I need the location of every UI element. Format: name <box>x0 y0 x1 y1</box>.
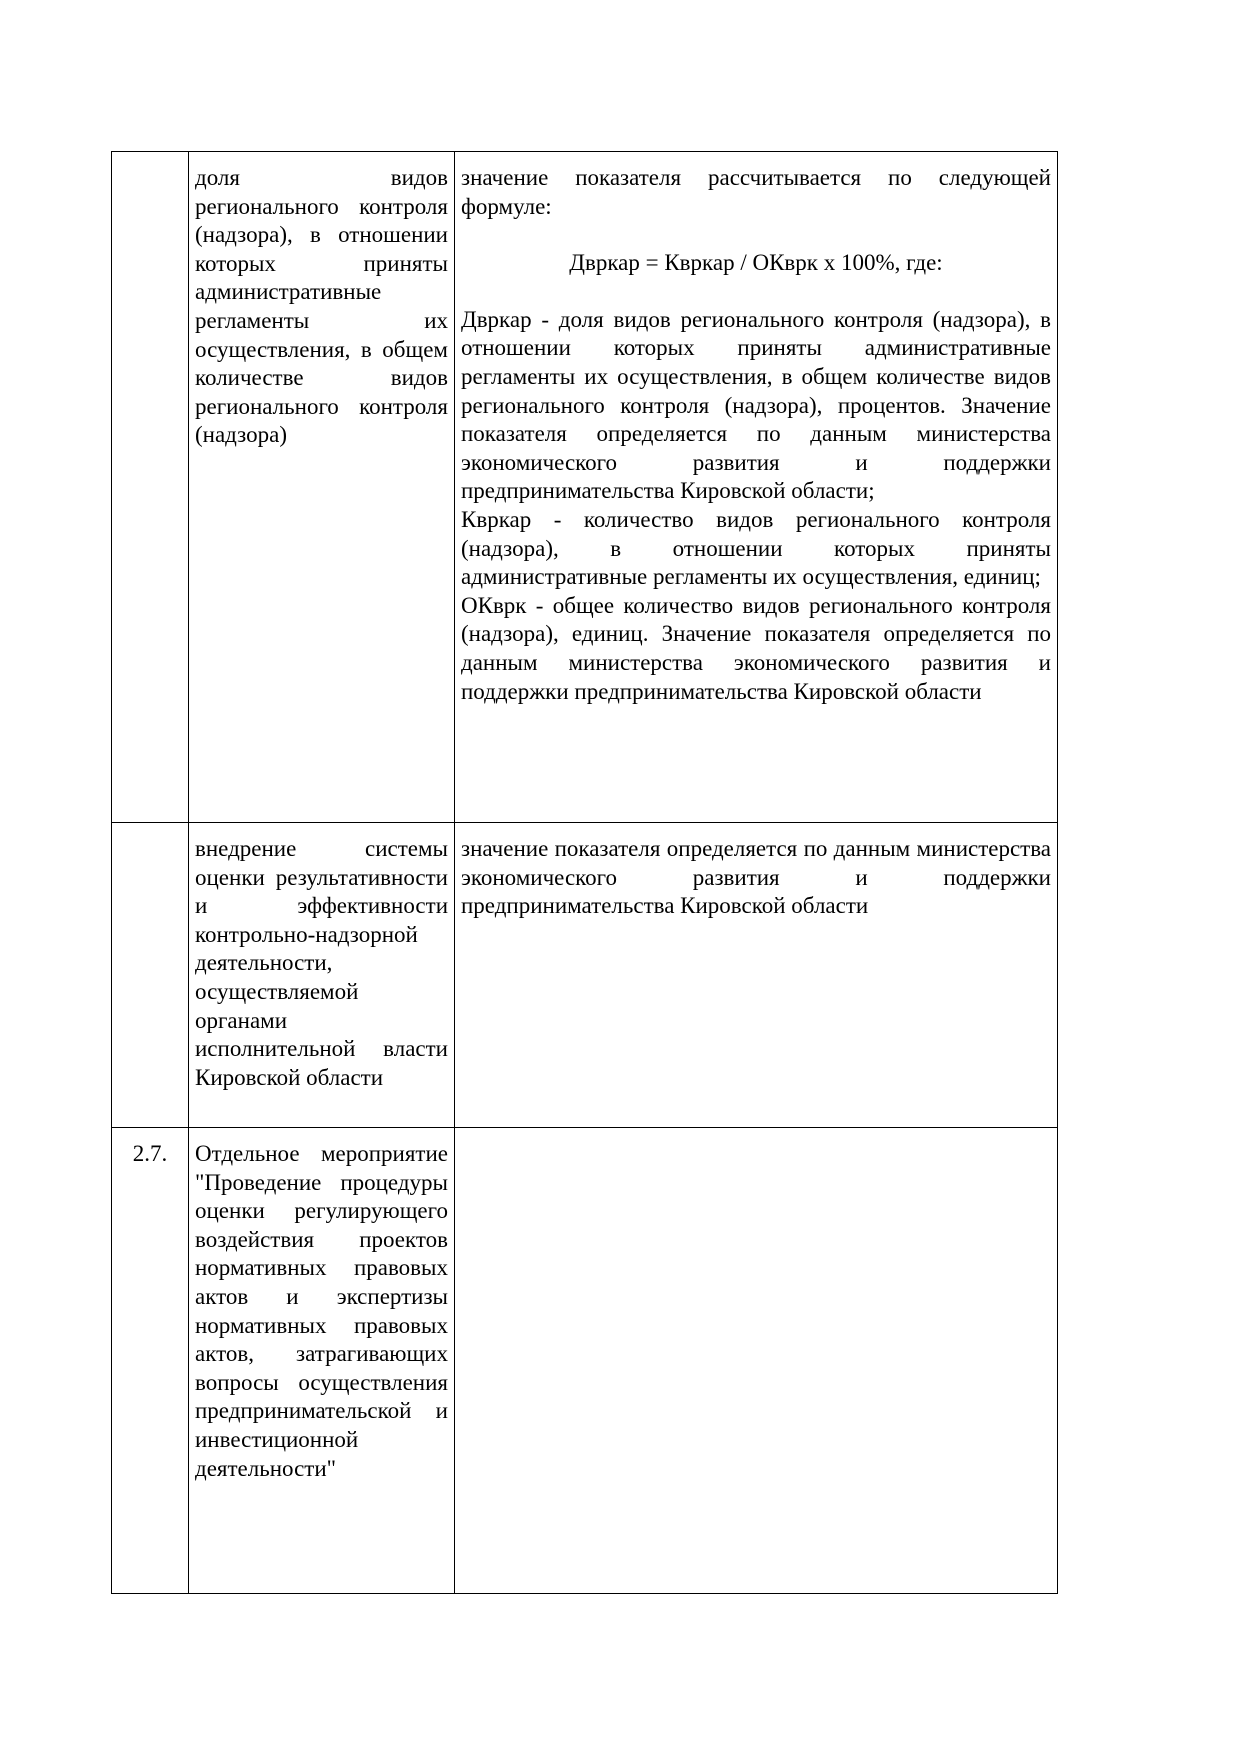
row-number-cell: 2.7. <box>112 1128 189 1594</box>
indicator-name-cell: доля видов регионального контроля (надзора), в отношении которых приняты административные регламенты их осуществления, в общем количестве видов регионального контроля (надзора) <box>189 152 455 823</box>
description-paragraph: Дврка​р - доля видов регионального контроля (надзора), в отношении которых приняты административные регламенты их осуществления, в общем количестве видов регионального контроля (надзора), процентов. Значение показателя определяется по данным министерства экономического развития и поддержки предпринимательства Кировской области; <box>461 306 1051 504</box>
description-intro: значение показателя рассчитывается по следующей формуле: <box>461 165 1051 219</box>
row-number-cell <box>112 152 189 823</box>
formula: Дврка​р = Кврка​р / ОКврк x 100%, где: <box>569 250 943 276</box>
table-row <box>112 152 1058 823</box>
row-number-cell <box>112 823 189 1128</box>
table-row <box>112 1128 1058 1594</box>
indicator-description-cell <box>455 152 1058 823</box>
activity-description-cell <box>455 1128 1058 1594</box>
indicator-name-cell: внедрение системы оценки результативности и эффективности контрольно-надзорной деятельности, осуществляемой органами исполнительной власти Кировской области <box>189 823 455 1128</box>
description-paragraph: ОКврк - общее количество видов регионального контроля (надзора), единиц. Значение показателя определяется по данным министерства экономического развития и поддержки предпринимательства Кировской области <box>461 592 1051 704</box>
table-row <box>112 823 1058 1128</box>
activity-name-cell: Отдельное мероприятие "Проведение процедуры оценки регулирующего воздействия проектов нормативных правовых актов и экспертизы нормативных правовых актов, затрагивающих вопросы осуществления предпринимательской и инвестиционной деятельности" <box>189 1128 455 1594</box>
description-paragraph: Кврка​р - количество видов регионального контроля (надзора), в отношении которых приняты административные регламенты их осуществления, единиц; <box>461 506 1051 590</box>
indicator-table <box>111 151 1058 1594</box>
indicator-description-cell: значение показателя определяется по данным министерства экономического развития и поддержки предпринимательства Кировской области <box>455 823 1058 1128</box>
